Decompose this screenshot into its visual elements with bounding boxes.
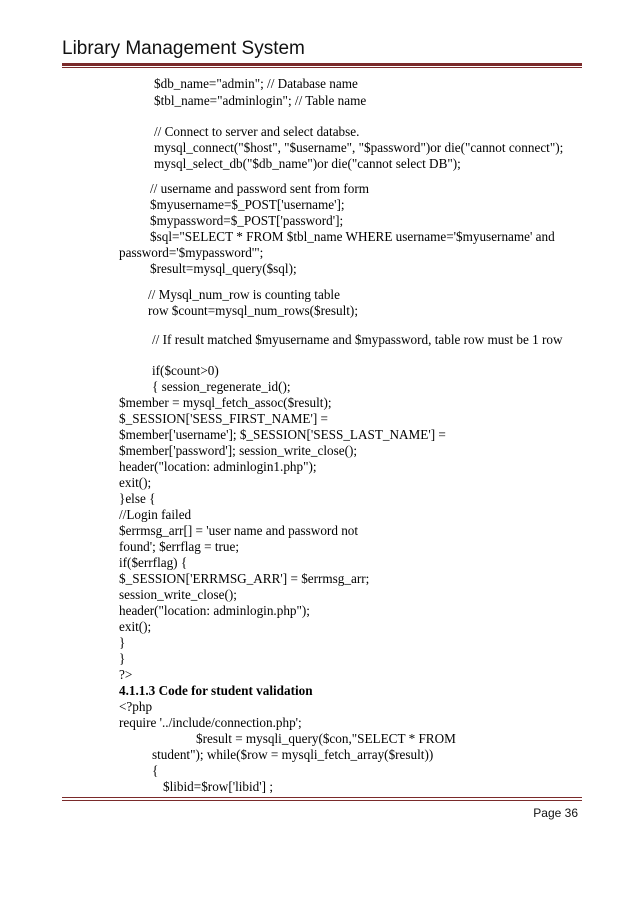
code-line: mysql_connect("$host", "$username", "$password")or die("cannot connect");: [154, 140, 564, 155]
section-heading: 4.1.1.3 Code for student validation: [119, 683, 313, 698]
code-line: $member['password']; session_write_close();: [119, 443, 358, 458]
code-line: password='$mypassword'";: [119, 245, 264, 260]
code-line: $mypassword=$_POST['password'];: [150, 213, 344, 228]
code-comment: //Login failed: [119, 507, 192, 522]
code-line: ?>: [119, 667, 133, 682]
code-line: $sql="SELECT * FROM $tbl_name WHERE username='$myusername' and: [150, 229, 555, 244]
code-line: session_write_close();: [119, 587, 237, 602]
code-line: }: [119, 635, 126, 650]
code-line: exit();: [119, 475, 152, 490]
code-line: <?php: [119, 699, 153, 714]
code-line: $result=mysql_query($sql);: [150, 261, 297, 276]
code-line: $result = mysqli_query($con,"SELECT * FROM: [196, 731, 456, 746]
code-line: found'; $errflag = true;: [119, 539, 240, 554]
code-line: $errmsg_arr[] = 'user name and password not: [119, 523, 359, 538]
code-line: $_SESSION['SESS_FIRST_NAME'] =: [119, 411, 328, 426]
code-line: $db_name="admin"; // Database name: [154, 76, 358, 91]
code-comment: // username and password sent from form: [150, 181, 370, 196]
page-number: Page 36: [533, 806, 578, 820]
code-comment: // Connect to server and select databse.: [154, 124, 360, 139]
code-line: $tbl_name="adminlogin"; // Table name: [154, 93, 367, 108]
code-line: exit();: [119, 619, 152, 634]
header-rule-thin: [62, 67, 582, 68]
code-line: if($errflag) {: [119, 555, 188, 570]
footer-rule-thin: [62, 800, 582, 801]
code-line: $_SESSION['ERRMSG_ARR'] = $errmsg_arr;: [119, 571, 370, 586]
footer-rule: [62, 797, 582, 798]
code-line: { session_regenerate_id();: [152, 379, 291, 394]
code-line: $member['username']; $_SESSION['SESS_LAST_NAME'] =: [119, 427, 446, 442]
code-comment: // If result matched $myusername and $mypassword, table row must be 1 row: [152, 332, 563, 347]
code-line: header("location: adminlogin.php");: [119, 603, 310, 618]
code-line: $member = mysql_fetch_assoc($result);: [119, 395, 332, 410]
code-line: row $count=mysql_num_rows($result);: [148, 303, 358, 318]
code-line: student"); while($row = mysqli_fetch_array($result)): [152, 747, 434, 762]
code-line: }: [119, 651, 126, 666]
code-line: {: [152, 763, 159, 778]
code-line: mysql_select_db("$db_name")or die("cannot select DB");: [154, 156, 461, 171]
header-rule: [62, 63, 582, 66]
code-line: if($count>0): [152, 363, 219, 378]
code-line: header("location: adminlogin1.php");: [119, 459, 317, 474]
code-line: require '../include/connection.php';: [119, 715, 302, 730]
code-comment: // Mysql_num_row is counting table: [148, 287, 340, 302]
code-line: $libid=$row['libid'] ;: [163, 779, 273, 794]
code-line: $myusername=$_POST['username'];: [150, 197, 345, 212]
code-line: }else {: [119, 491, 156, 506]
document-header-title: Library Management System: [62, 38, 305, 59]
